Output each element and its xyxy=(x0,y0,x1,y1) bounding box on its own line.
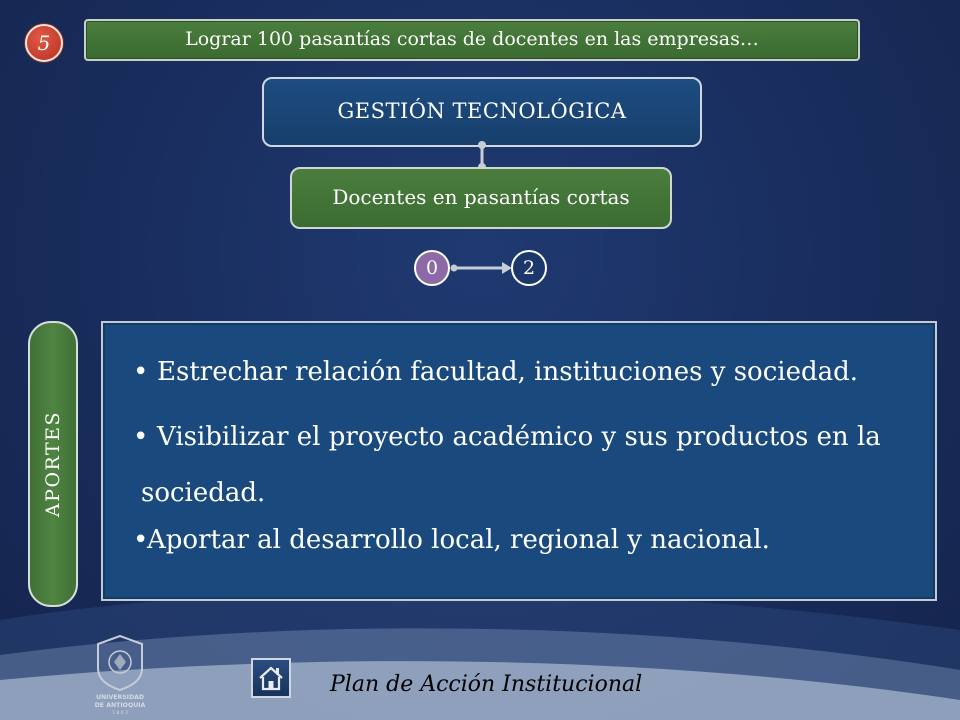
goal-title-bar: Lograr 100 pasantías cortas de docentes en las empresas… xyxy=(84,19,860,61)
aporte-text: Estrechar relación facultad, instituciones y sociedad. xyxy=(157,357,859,387)
aporte-item: • Estrechar relación facultad, instituciones y sociedad. xyxy=(133,357,859,387)
indicator-box: Docentes en pasantías cortas xyxy=(290,167,672,229)
home-icon xyxy=(253,660,289,696)
logo-line-1: UNIVERSIDAD xyxy=(95,694,145,701)
logo-line-3: 1 8 0 3 xyxy=(112,711,128,716)
aportes-tab xyxy=(28,321,78,607)
aportes-list xyxy=(133,353,913,577)
goal-number-badge: 5 xyxy=(25,24,63,62)
management-area-box: GESTIÓN TECNOLÓGICA xyxy=(262,77,702,147)
aporte-item: •Aportar al desarrollo local, regional y nacional. xyxy=(133,525,770,555)
progress-arrow xyxy=(448,258,514,278)
logo-line-2: DE ANTIOQUIA xyxy=(94,702,146,709)
aporte-text: Visibilizar el proyecto académico y sus productos en la xyxy=(157,422,881,452)
aporte-text: Aportar al desarrollo local, regional y nacional. xyxy=(147,525,770,555)
home-button[interactable] xyxy=(251,658,291,698)
footer-title: Plan de Acción Institucional xyxy=(330,672,643,697)
aportes-tab-label: APORTES xyxy=(42,410,64,518)
university-logo xyxy=(88,632,152,716)
aporte-text-continued: sociedad. xyxy=(141,478,266,508)
counter-start: 0 xyxy=(414,250,450,286)
counter-target: 2 xyxy=(511,250,547,286)
aportes-panel xyxy=(101,321,937,601)
aporte-item: • Visibilizar el proyecto académico y sus productos en la sociedad. xyxy=(133,422,881,508)
